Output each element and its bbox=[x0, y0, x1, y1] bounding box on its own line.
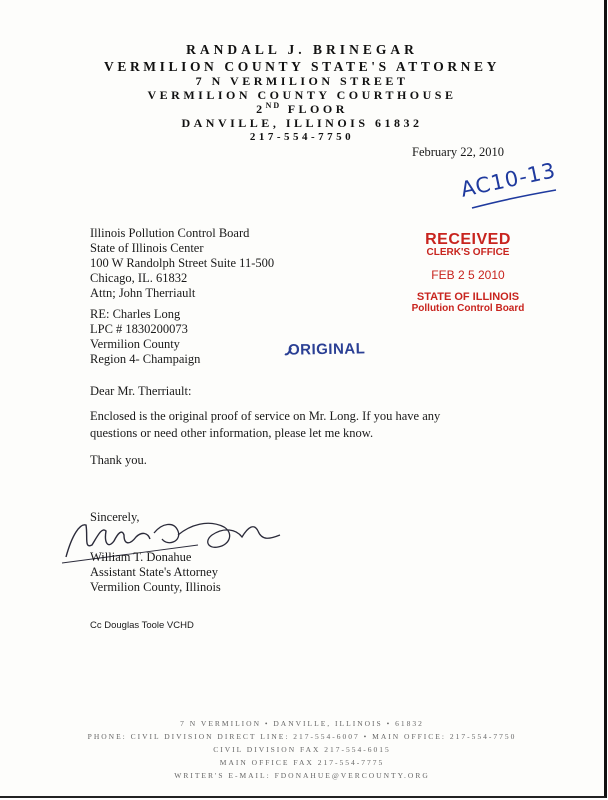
letterhead-street: 7 N VERMILION STREET bbox=[195, 74, 409, 88]
letterhead-office: VERMILION COUNTY STATE'S ATTORNEY bbox=[104, 59, 500, 74]
recipient-line: Attn; John Therriault bbox=[90, 286, 196, 300]
footer-civil-fax: CIVIL DIVISION FAX 217-554-6015 bbox=[213, 745, 391, 754]
original-stamp: ORIGINAL bbox=[287, 340, 366, 359]
signer-title: Assistant State's Attorney bbox=[90, 565, 218, 579]
letter-date: February 22, 2010 bbox=[412, 145, 504, 159]
letterhead-city: DANVILLE, ILLINOIS 61832 bbox=[181, 116, 423, 130]
thanks-line: Thank you. bbox=[90, 453, 147, 467]
body-line: questions or need other information, please let me know. bbox=[90, 426, 374, 440]
letterhead-building: VERMILION COUNTY COURTHOUSE bbox=[147, 88, 457, 102]
reference-block bbox=[90, 307, 200, 367]
re-line: LPC # 1830200073 bbox=[90, 322, 188, 336]
footer-main-fax: MAIN OFFICE FAX 217-554-7775 bbox=[219, 758, 385, 767]
handwritten-case-number: AC10-13 bbox=[458, 158, 559, 202]
footer-phones: PHONE: CIVIL DIVISION DIRECT LINE: 217-554-6007 • MAIN OFFICE: 217-554-7750 bbox=[87, 732, 517, 741]
letterhead-phone: 217-554-7750 bbox=[249, 131, 355, 143]
recipient-line: State of Illinois Center bbox=[90, 241, 204, 255]
signer-name: William T. Donahue bbox=[90, 550, 192, 564]
re-line: Region 4- Champaign bbox=[90, 352, 201, 366]
handwritten-underline bbox=[470, 188, 560, 212]
letterhead-floor bbox=[0, 101, 604, 117]
footer-address: 7 N VERMILION • DANVILLE, ILLINOIS • 61832 bbox=[180, 719, 424, 728]
floor-superscript: ND bbox=[265, 101, 282, 110]
stamp-state: STATE OF ILLINOIS bbox=[416, 291, 520, 303]
recipient-line: Illinois Pollution Control Board bbox=[90, 226, 250, 240]
closing: Sincerely, bbox=[90, 510, 140, 524]
recipient-line: 100 W Randolph Street Suite 11-500 bbox=[90, 256, 275, 270]
re-line: Vermilion County bbox=[90, 337, 180, 351]
re-line: RE: Charles Long bbox=[90, 307, 181, 321]
stamp-received: RECEIVED bbox=[425, 231, 511, 248]
recipient-address bbox=[90, 226, 274, 301]
floor-number: 2 bbox=[256, 102, 266, 116]
floor-word: FLOOR bbox=[287, 102, 348, 116]
salutation: Dear Mr. Therriault: bbox=[90, 384, 192, 398]
stamp-board: Pollution Control Board bbox=[411, 303, 525, 314]
signer-county: Vermilion County, Illinois bbox=[90, 580, 221, 594]
stamp-date: FEB 2 5 2010 bbox=[431, 268, 505, 282]
signature-block bbox=[90, 550, 221, 595]
footer-email: WRITER'S E-MAIL: FDONAHUE@VERCOUNTY.ORG bbox=[174, 771, 430, 780]
received-stamp bbox=[398, 232, 538, 315]
letter-body bbox=[90, 408, 440, 442]
body-line: Enclosed is the original proof of service on Mr. Long. If you have any bbox=[90, 409, 441, 423]
cc-line: Cc Douglas Toole VCHD bbox=[90, 620, 194, 631]
recipient-line: Chicago, IL. 61832 bbox=[90, 271, 188, 285]
letterhead-name: RANDALL J. BRINEGAR bbox=[186, 42, 418, 57]
stamp-clerks-office: CLERK'S OFFICE bbox=[426, 247, 510, 258]
